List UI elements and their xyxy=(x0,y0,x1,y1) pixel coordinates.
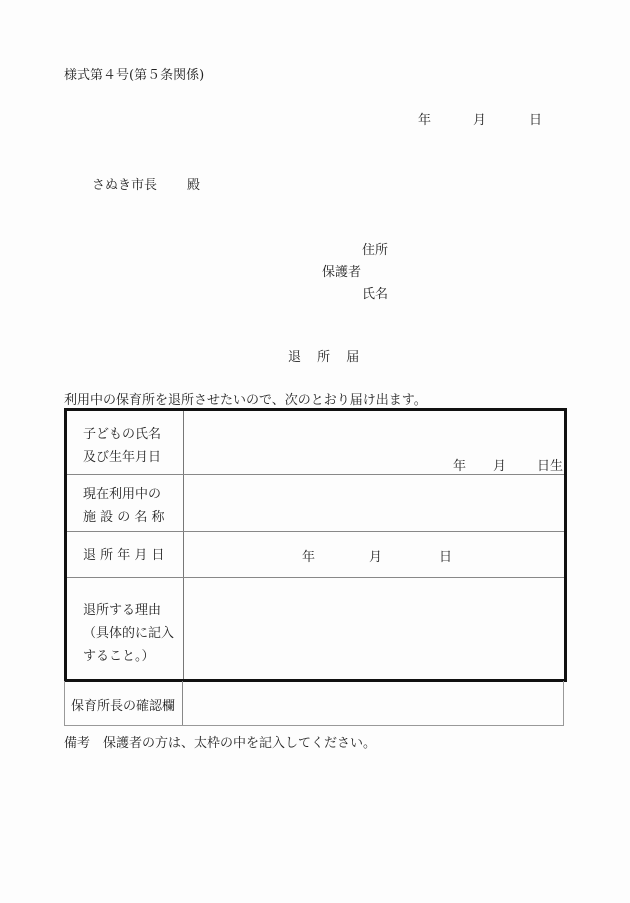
application-table xyxy=(64,408,567,682)
date-day-label: 日 xyxy=(529,113,543,128)
child-name-field[interactable] xyxy=(185,411,564,474)
withdrawal-reason-label: 退所する理由 （具体的に記入 すること。） xyxy=(83,603,175,664)
guardian-name-label: 氏名 xyxy=(362,287,389,302)
birth-year-label: 年 xyxy=(453,459,467,474)
addressee xyxy=(92,174,200,193)
document-title: 退 所 届 xyxy=(288,350,366,365)
form-number: 様式第４号(第５条関係) xyxy=(64,68,205,83)
facility-name-field[interactable] xyxy=(185,475,564,531)
withdrawal-date-label: 退 所 年 月 日 xyxy=(83,548,165,563)
guardian-label: 保護者 xyxy=(322,265,362,280)
intro-text: 利用中の保育所を退所させたいので、次のとおり届け出ます。 xyxy=(64,393,427,408)
withdrawal-month-label: 月 xyxy=(369,550,383,565)
date-year-label: 年 xyxy=(418,113,432,128)
facility-name-label: 現在利用中の 施 設 の 名 称 xyxy=(83,487,165,525)
birth-day-label: 日生 xyxy=(537,459,564,474)
date-month-label: 月 xyxy=(473,113,487,128)
child-name-label: 子どもの氏名 及び生年月日 xyxy=(83,427,162,465)
guardian-address-label: 住所 xyxy=(362,243,389,258)
note-text: 備考 保護者の方は、太枠の中を記入してください。 xyxy=(64,736,377,751)
director-confirmation-row xyxy=(64,681,564,726)
birth-month-label: 月 xyxy=(493,459,507,474)
withdrawal-day-label: 日 xyxy=(439,550,453,565)
director-confirmation-field[interactable] xyxy=(183,681,563,725)
withdrawal-year-label: 年 xyxy=(302,550,316,565)
director-confirmation-label: 保育所長の確認欄 xyxy=(71,699,176,714)
withdrawal-reason-field[interactable] xyxy=(185,578,564,679)
addressee-name: さぬき市長 xyxy=(92,178,158,193)
column-divider xyxy=(183,411,184,679)
addressee-honorific: 殿 xyxy=(187,178,201,193)
